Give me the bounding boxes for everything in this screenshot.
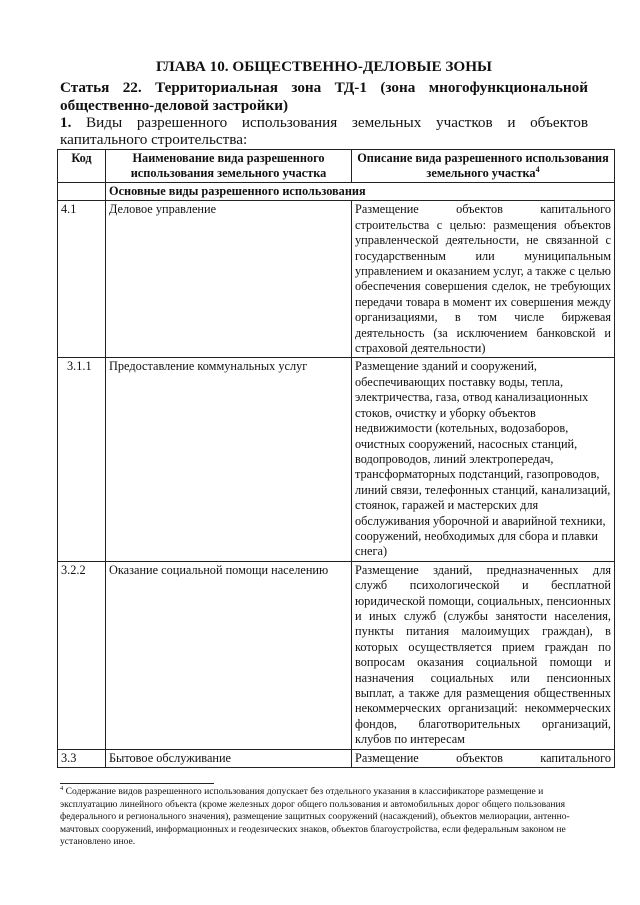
section-title: Основные виды разрешенного использования [106, 183, 615, 201]
chapter-title: ГЛАВА 10. ОБЩЕСТВЕННО-ДЕЛОВЫЕ ЗОНЫ [156, 58, 492, 75]
table-row [58, 749, 615, 767]
row-name: Предоставление коммунальных услуг [106, 358, 352, 561]
section-row [58, 183, 615, 201]
row-name: Бытовое обслуживание [106, 749, 352, 767]
section-code-cell [58, 183, 106, 201]
row-code: 4.1 [58, 201, 106, 358]
row-name: Деловое управление [106, 201, 352, 358]
footnote-number: 4 [60, 784, 64, 792]
row-code: 3.3 [58, 749, 106, 767]
header-code: Код [58, 150, 106, 183]
land-use-table [57, 149, 615, 768]
table-row [58, 561, 615, 749]
intro-paragraph [60, 114, 588, 148]
footnote-mark: 4 [535, 164, 540, 174]
row-code: 3.2.2 [58, 561, 106, 749]
footnote [60, 786, 590, 849]
row-description: Размещение зданий и сооружений, обеспечивающих поставку воды, тепла, электричества, газа, отвод канализационных стоков, очистку и уборку объектов недвижимости (котельных, водозаборов, очистных сооружений, насосных станций, водопроводов, линий электропередач, трансформаторных подстанций, газопроводов, линий связи, телефонных станций, канализаций, стоянок, гаражей и мастерских для обслуживания уборочной и аварийной техники, сооружений, необходимых для сбора и плавки снега) [352, 358, 615, 561]
header-description [352, 150, 615, 183]
row-description: Размещение объектов капитального [352, 749, 615, 767]
row-description: Размещение зданий, предназначенных для служб психологической и бесплатной юридической помощи, социальных, пенсионных и иных служб (службы занятости населения, пункты питания малоимущих граждан), в которых осуществляется прием граждан по вопросам оказания социальной помощи и назначения социальных или пенсионных выплат, а также для размещения общественных некоммерческих организаций: некоммерческих фондов, благотворительных организаций, клубов по интересам [352, 561, 615, 749]
intro-text: Виды разрешенного использования земельных участков и объектов капитального строительства: [60, 114, 588, 148]
header-description-text: Описание вида разрешенного использования земельного участка [357, 151, 609, 180]
footnote-text: Содержание видов разрешенного использования допускает без отдельного указания в классификаторе размещение и эксплуатацию линейного объекта (кроме железных дорог общего пользования и автомобильных дорог общего пользования федерального и регионального значения), размещение защитных сооружений (насаждений), объектов мелиорации, антенно-мачтовых сооружений, информационных и геодезических знаков, объектов благоустройства, если федеральным законом не установлено иное. [60, 786, 570, 847]
footnote-separator [60, 783, 214, 784]
intro-number: 1. [60, 114, 72, 131]
header-name: Наименование вида разрешенного использования земельного участка [106, 150, 352, 183]
table-header-row [58, 150, 615, 183]
row-code: 3.1.1 [58, 358, 106, 561]
row-name: Оказание социальной помощи населению [106, 561, 352, 749]
table-row [58, 201, 615, 358]
table-row [58, 358, 615, 561]
article-title: Статья 22. Территориальная зона ТД-1 (зона многофункциональной общественно-деловой застройки) [60, 79, 588, 114]
row-description: Размещение объектов капитального строительства с целью: размещения объектов управленческой деятельности, не связанной с государственным или муниципальным управлением и оказанием услуг, а также с целью обеспечения совершения сделок, не требующих передачи товара в момент их совершения между организациями, в том числе биржевая деятельность (за исключением банковской и страховой деятельности) [352, 201, 615, 358]
